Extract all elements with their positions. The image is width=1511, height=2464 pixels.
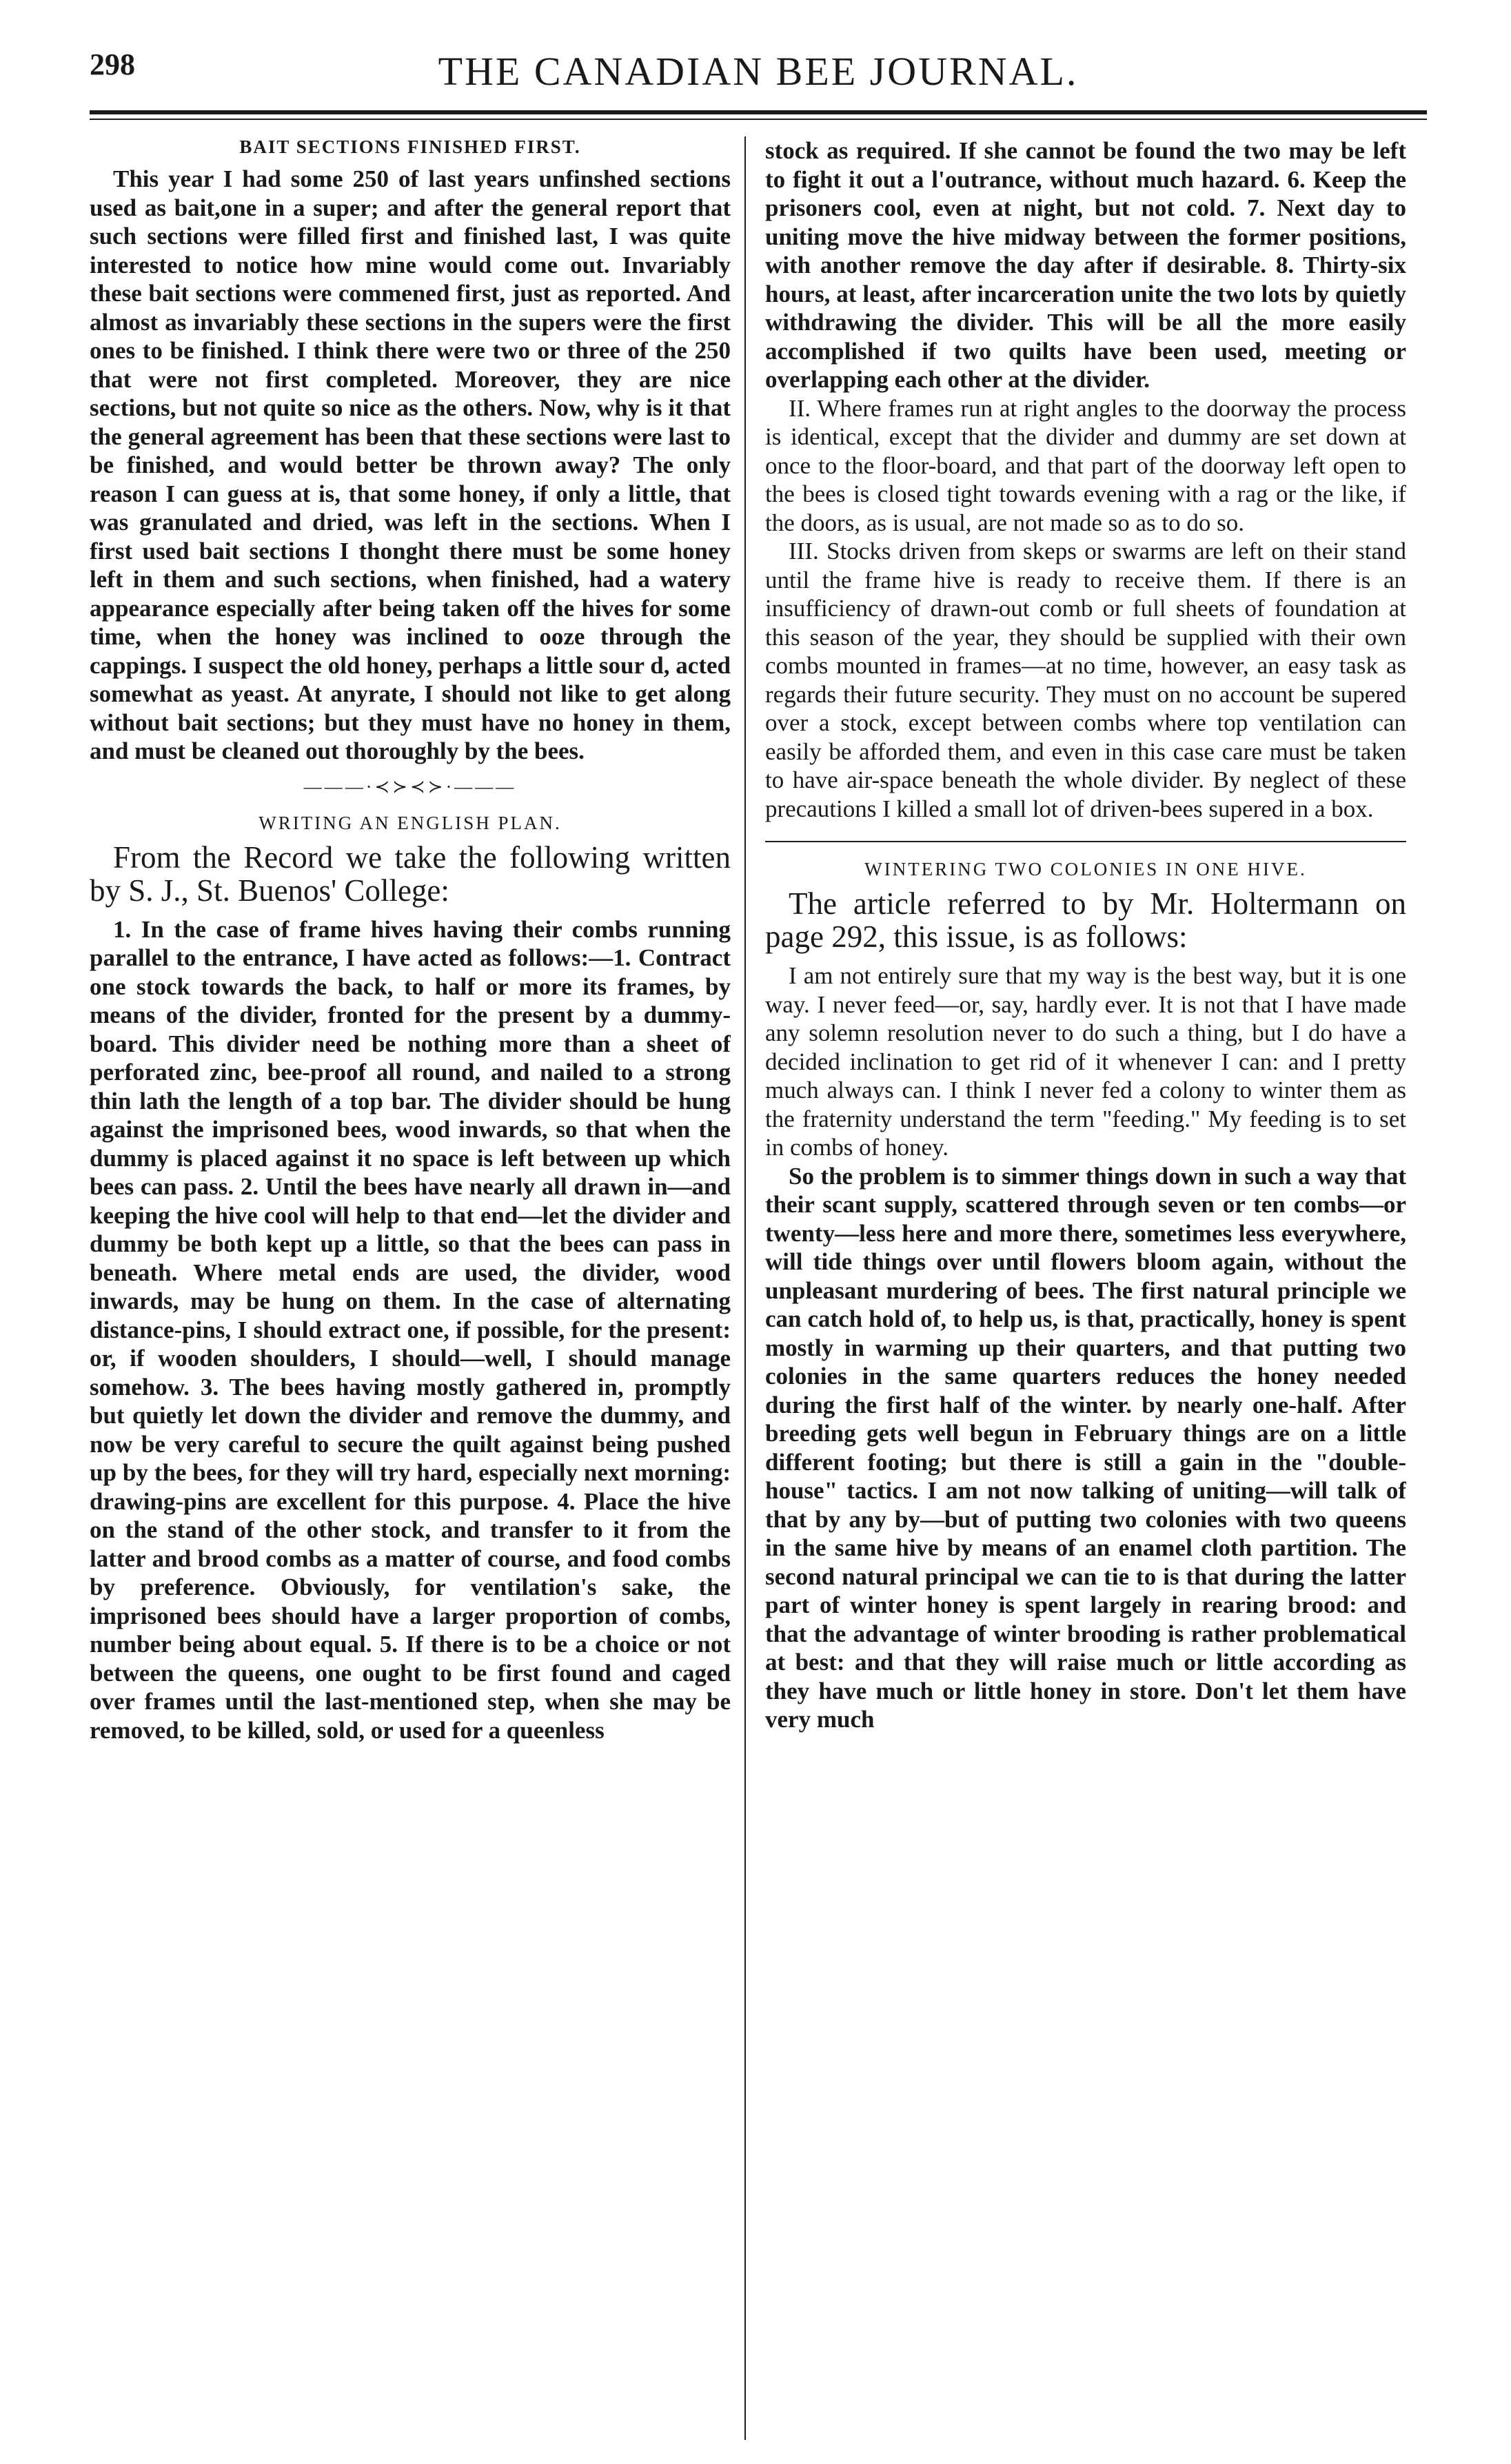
section-rule xyxy=(765,841,1406,842)
wintering-intro: The article referred to by Mr. Holtermann on page 292, this issue, is as follows: xyxy=(765,886,1406,954)
english-plan-part-iii: III. Stocks driven from skeps or swarms are left on their stand until the frame hive is ready to receive them. If there is an insufficiency of drawn-out comb or full sheets of foundation at this season of the year, they should be supplied with their own combs mounted in frames—at no time, however, an easy task as regards their future security. They must on no account be supered over a stock, except between combs where top ventilation can easily be afforded them, and even in this case care must be taken to have air-space beneath the whole divider. By neglect of these precautions I killed a small lot of driven-bees supered in a box. xyxy=(765,538,1406,822)
english-plan-continued: stock as required. If she cannot be found the two may be left to fight it out a l'outrance, without much hazard. 6. Keep the prisoners cool, even at night, but not cold. 7. Next day to uniting move the hive midway between the former positions, with another remove the day after if desirable. 8. Thirty-six hours, at least, after incarceration unite the two lots by quietly withdrawing the divider. This will be all the more easily accomplished if two quilts have been used, meeting or overlapping each other at the divider. xyxy=(765,137,1406,393)
left-column xyxy=(90,136,731,2440)
section-ornament: ———·≺≻≺≻·——— xyxy=(303,776,517,797)
english-plan-part-ii: II. Where frames run at right angles to the doorway the process is identical, except that the divider and dummy are set down at once to the floor-board, and that part of the doorway left open to the bees is closed tight towards evening with a rag or the like, if the doors, as is usual, are not made so as to do so. xyxy=(765,394,1406,536)
english-plan-text: 1. In the case of frame hives having their combs running parallel to the entrance, I have acted as follows:—1. Contract one stock towards the back, to half or more its frames, by means of the divider, fronted for the present by a dummy-board. This divider need be nothing more than a sheet of perforated zinc, bee-proof all round, and nailed to a strong thin lath the length of a top bar. The divider should be hung against the imprisoned bees, wood inwards, so that when the dummy is placed against it no space is left between up which bees can pass. 2. Until the bees have nearly all drawn in—and keeping the hive cool will help to that end—let the divider and dummy be both kept up a little, so that the bees can pass in beneath. Where metal ends are used, the divider, wood inwards, may be hung on them. In the case of alternating distance-pins, I should extract one, if possible, for the present: or, if wooden shoulders, I should—well, I should manage somehow. 3. The bees having mostly gathered in, promptly but quietly let down the divider and remove the dummy, and now be very careful to secure the quilt against being pushed up by the bees, for they will try hard, especially next morning: drawing-pins are excellent for this purpose. 4. Place the hive on the stand of the other stock, and transfer to it from the latter and brood combs as a matter of course, and food combs by preference. Obviously, for ventilation's sake, the imprisoned bees should have a larger proportion of combs, number being about equal. 5. If there is to be a choice or not between the queens, one ought to be first found and caged over frames until the last-mentioned step, when she may be removed, to be killed, sold, or used for a queenless xyxy=(90,915,731,1744)
column-divider xyxy=(744,136,746,2440)
right-column xyxy=(765,136,1406,2440)
journal-page xyxy=(90,41,1427,2440)
bait-sections-heading: BAIT SECTIONS FINISHED FIRST. xyxy=(239,136,581,157)
article-columns xyxy=(90,136,1427,2440)
wintering-heading: WINTERING TWO COLONIES IN ONE HIVE. xyxy=(864,859,1307,879)
header-rule-thin xyxy=(90,119,1427,120)
wintering-text-1: I am not entirely sure that my way is the best way, but it is one way. I never feed—or, say, hardly ever. It is not that I have made any solemn resolution never to do such a thing, but I do have a decided inclination to get rid of it whenever I can: and I pretty much always can. I think I never fed a colony to winter them as the fraternity understand the term "feeding." My feeding is to set in combs of honey. xyxy=(765,962,1406,1161)
english-plan-heading: WRITING AN ENGLISH PLAN. xyxy=(258,812,562,833)
page-number: 298 xyxy=(90,48,135,81)
journal-title: THE CANADIAN BEE JOURNAL. xyxy=(438,49,1079,94)
header-rule-thick xyxy=(90,110,1427,114)
wintering-text-2: So the problem is to simmer things down in such a way that their scant supply, scattered through seven or ten combs—or twenty—less here and more there, sometimes less everywhere, will tide things over until flowers bloom again, without the unpleasant murdering of bees. The first natural principle we can catch hold of, to help us, is that, practically, honey is spent mostly in warming up their quarters, and that putting two colonies in the same quarters reduces the honey needed during the first half of the winter. by nearly one-half. After breeding gets well begun in February things are on a little different footing; but there is still a gain in the "double-house" tactics. I am not now talking of uniting—will talk of that by any by—but of putting two colonies with two queens in the same hive by means of an enamel cloth partition. The second natural principal we can tie to is that during the latter part of winter honey is spent largely in rearing brood: and that the advantage of winter brooding is rather problematical at best: and that they will raise much or little according as they have much or little honey in store. Don't let them have very much xyxy=(765,1162,1406,1733)
page-header xyxy=(90,41,1427,110)
english-plan-intro: From the Record we take the following written by S. J., St. Buenos' College: xyxy=(90,839,731,908)
bait-sections-text: This year I had some 250 of last years unfinshed sections used as bait,one in a super; and after the general report that such sections were filled first and finished last, I was quite interested to notice how mine would come out. Invariably these bait sections were commened first, just as reported. And almost as invariably these sections in the supers were the first ones to be finished. I think there were two or three of the 250 that were not first completed. Moreover, they are nice sections, but not quite so nice as the others. Now, why is it that the general agreement has been that these sections were last to be finished, and would better be thrown away? The only reason I can guess at is, that some honey, if only a little, that was granulated and dried, was left in the sections. When I first used bait sections I thonght there must be some honey left in them and such sections, when finished, had a watery appearance especially after being taken off the hives for some time, when the honey was inclined to ooze through the cappings. I suspect the old honey, perhaps a little sour d, acted somewhat as yeast. At anyrate, I should not like to get along without bait sections; but they must have no honey in them, and must be cleaned out thoroughly by the bees. xyxy=(90,165,731,764)
